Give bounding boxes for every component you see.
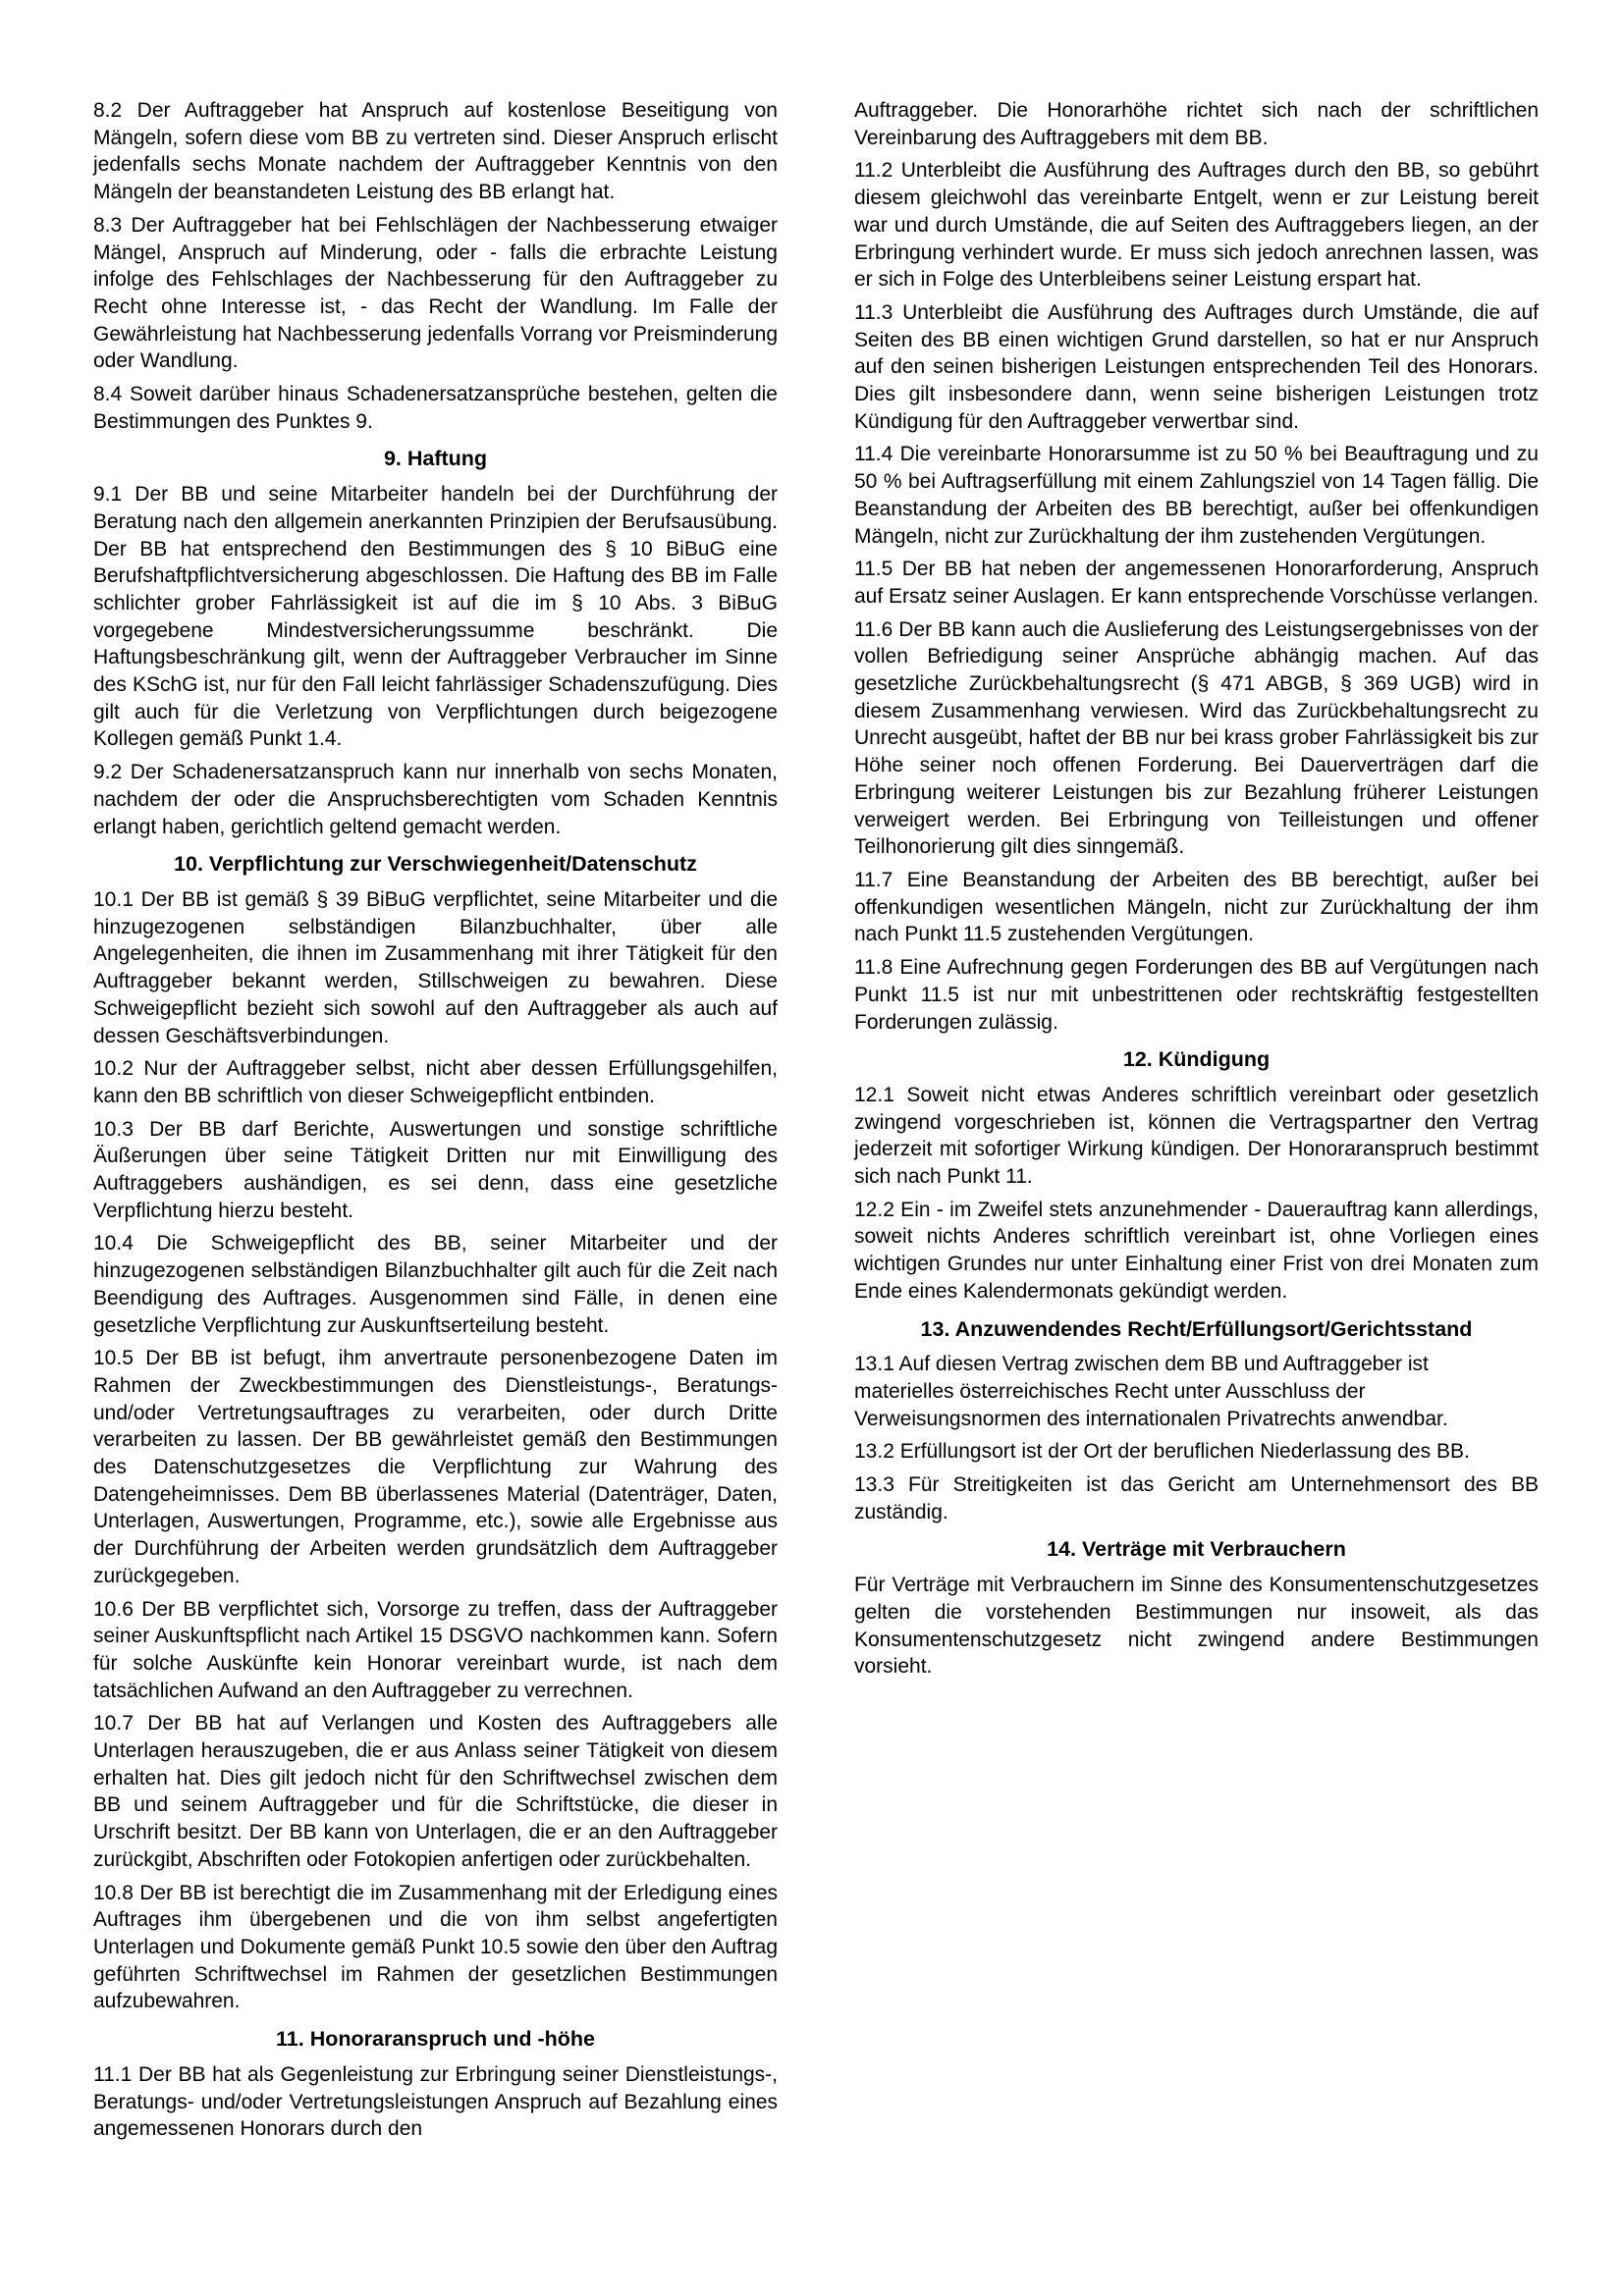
paragraph: 11.7 Eine Beanstandung der Arbeiten des BB berechtigt, außer bei offenkundigen wesentlichen Mängeln, nicht zur Zurückhaltung der ihm nach Punkt 11.5 zustehenden Vergütungen. [854,868,1539,946]
paragraph: 13.1 Auf diesen Vertrag zwischen dem BB und Auftraggeber ist materielles österreichisches Recht unter Ausschluss der Verweisungsnormen des internationalen Privatrechts anwendbar. [854,1353,1448,1430]
section-heading: 14. Verträge mit Verbrauchern [1047,1537,1346,1562]
paragraph: 10.4 Die Schweigepflicht des BB, seiner Mitarbeiter und der hinzugezogenen selbständigen Bilanzbuchhalter gilt auch für die Zeit nach Beendigung des Auftrages. Ausgenommen sind Fälle, in denen eine gesetzliche Verpflichtung zur Auskunftserteilung besteht. [93,1232,778,1337]
paragraph: 13.2 Erfüllungsort ist der Ort der beruflichen Niederlassung des BB. [854,1440,1470,1464]
paragraph: 11.2 Unterbleibt die Ausführung des Auftrages durch den BB, so gebührt diesem gleichwohl das vereinbarte Entgelt, wenn er zur Leistung bereit war und durch Umstände, die auf Seiten des Auftraggebers liegen, an der Erbringung verhindert wurde. Er muss sich jedoch anrechnen lassen, was er sich in Folge des Unterbleibens seiner Leistung erspart hat. [854,159,1539,292]
paragraph: 9.2 Der Schadenersatzanspruch kann nur innerhalb von sechs Monaten, nachdem der oder die Anspruchsberechtigten vom Schaden Kenntnis erlangt haben, gerichtlich geltend gemacht werden. [93,761,778,838]
right-column [854,97,1539,1686]
paragraph: 12.2 Ein - im Zweifel stets anzunehmender - Dauerauftrag kann allerdings, soweit nichts Anderes schriftlich vereinbart ist, ohne Vorliegen eines wichtigen Grundes nur unter Einhaltung einer Frist von drei Monaten zum Ende eines Kalendermonats gekündigt werden. [854,1198,1539,1303]
paragraph: 12.1 Soweit nicht etwas Anderes schriftlich vereinbart oder gesetzlich zwingend vorgeschrieben ist, können die Vertragspartner den Vertrag jederzeit mit sofortiger Wirkung kündigen. Der Honoraranspruch bestimmt sich nach Punkt 11. [854,1083,1539,1189]
paragraph: 11.4 Die vereinbarte Honorarsumme ist zu 50 % bei Beauftragung und zu 50 % bei Auftragserfüllung mit einem Zahlungsziel von 14 Tagen fällig. Die Beanstandung der Arbeiten des BB berechtigt, außer bei offenkundigen Mängeln, nicht zur Zurückhaltung der ihm zustehenden Vergütungen. [854,443,1539,548]
paragraph: 13.3 Für Streitigkeiten ist das Gericht am Unternehmensort des BB zuständig. [854,1473,1539,1523]
paragraph: 8.3 Der Auftraggeber hat bei Fehlschlägen der Nachbesserung etwaiger Mängel, Anspruch auf Minderung, oder - falls die erbrachte Leistung infolge des Fehlschlages der Nachbesserung für den Auftraggeber zu Recht ohne Interesse ist, - das Recht der Wandlung. Im Falle der Gewährleistung hat Nachbesserung jedenfalls Vorrang vor Preisminderung oder Wandlung. [93,213,778,373]
paragraph: 11.3 Unterbleibt die Ausführung des Auftrages durch Umstände, die auf Seiten des BB einen wichtigen Grund darstellen, so hat er nur Anspruch auf den seinen bisherigen Leistungen entsprechenden Teil des Honorars. Dies gilt insbesondere dann, wenn seine bisherigen Leistungen trotz Kündigung für den Auftraggeber verwertbar sind. [854,300,1539,433]
paragraph: 10.6 Der BB verpflichtet sich, Vorsorge zu treffen, dass der Auftraggeber seiner Auskunftspflicht nach Artikel 15 DSGVO nachkommen kann. Sofern für solche Auskünfte kein Honorar vereinbart wurde, ist nach dem tatsächlichen Aufwand an den Auftraggeber zu verrechnen. [93,1597,778,1702]
section-heading: 12. Kündigung [1122,1047,1271,1072]
section-heading: 11. Honoraranspruch und -höhe [276,2027,595,2052]
paragraph: 10.8 Der BB ist berechtigt die im Zusammenhang mit der Erledigung eines Auftrages ihm übergebenen und die von ihm selbst angefertigten Unterlagen und Dokumente gemäß Punkt 10.5 sowie den über den Auftrag geführten Schriftwechsel im Rahmen der gesetzlichen Bestimmungen aufzubewahren. [93,1881,778,2013]
paragraph: Für Verträge mit Verbrauchern im Sinne des Konsumentenschutzgesetzes gelten die vorstehenden Bestimmungen nur insoweit, als das Konsumentenschutzgesetz nicht zwingend andere Bestimmungen vorsieht. [854,1574,1539,1679]
paragraph: 10.2 Nur der Auftraggeber selbst, nicht aber dessen Erfüllungsgehilfen, kann den BB schriftlich von dieser Schweigepflicht entbinden. [93,1057,778,1107]
paragraph: 8.2 Der Auftraggeber hat Anspruch auf kostenlose Beseitigung von Mängeln, sofern diese vom BB zu vertreten sind. Dieser Anspruch erlischt jedenfalls sechs Monate nachdem der Auftraggeber Kenntnis von den Mängeln der beanstandeten Leistung des BB erlangt hat. [93,99,778,204]
paragraph: 11.5 Der BB hat neben der angemessenen Honorarforderung, Anspruch auf Ersatz seiner Auslagen. Er kann entsprechende Vorschüsse verlangen. [854,558,1539,608]
paragraph: 11.8 Eine Aufrechnung gegen Forderungen des BB auf Vergütungen nach Punkt 11.5 ist nur mit unbestrittenen oder rechtskräftig festgestellten Forderungen zulässig. [854,956,1539,1034]
section-heading: 13. Anzuwendendes Recht/Erfüllungsort/Gerichtsstand [920,1316,1473,1341]
paragraph: 10.3 Der BB darf Berichte, Auswertungen und sonstige schriftliche Äußerungen über seine Tätigkeit Dritten nur mit Einwilligung des Auftraggebers aushändigen, es sei denn, dass eine gesetzliche Verpflichtung hierzu besteht. [93,1117,778,1222]
paragraph: 10.1 Der BB ist gemäß § 39 BiBuG verpflichtet, seine Mitarbeiter und die hinzugezogenen selbständigen Bilanzbuchhalter, über alle Angelegenheiten, die ihnen im Zusammenhang mit ihrer Tätigkeit für den Auftraggeber bekannt werden, Stillschweigen zu bewahren. Diese Schweigepflicht bezieht sich sowohl auf den Auftraggeber als auch auf dessen Geschäftsverbindungen. [93,887,778,1047]
paragraph: 10.7 Der BB hat auf Verlangen und Kosten des Auftraggebers alle Unterlagen herauszugeben, die er aus Anlass seiner Tätigkeit von diesem erhalten hat. Dies gilt jedoch nicht für den Schriftwechsel zwischen dem BB und seinem Auftraggeber und für die Schriftstücke, die dieser in Urschrift besitzt. Der BB kann von Unterlagen, die er an den Auftraggeber zurückgibt, Abschriften oder Fotokopien anfertigen oder zurückbehalten. [93,1712,778,1871]
section-heading: 10. Verpflichtung zur Verschwiegenheit/Datenschutz [174,852,697,877]
left-column [93,97,778,2149]
paragraph: 11.1 Der BB hat als Gegenleistung zur Erbringung seiner Dienstleistungs-, Beratungs- und/oder Vertretungsleistungen Anspruch auf Bezahlung eines angemessenen Honorars durch den [93,2062,778,2141]
paragraph: Auftraggeber. Die Honorarhöhe richtet sich nach der schriftlichen Vereinbarung des Auftraggebers mit dem BB. [854,99,1539,149]
paragraph: 9.1 Der BB und seine Mitarbeiter handeln bei der Durchführung der Beratung nach den allgemein anerkannten Prinzipien der Berufsausübung. Der BB hat entsprechend den Bestimmungen des § 10 BiBuG eine Berufshaftpflichtversicherung abgeschlossen. Die Haftung des BB im Falle schlichter grober Fahrlässigkeit ist auf die im § 10 Abs. 3 BiBuG vorgegebene Mindestversicherungssumme beschränkt. Die Haftungsbeschränkung gilt, wenn der Auftraggeber Verbraucher im Sinne des KSchG ist, nur für den Fall leicht fahrlässiger Schadenszufügung. Dies gilt auch für die Verletzung von Verpflichtungen durch beigezogene Kollegen gemäß Punkt 1.4. [93,483,778,751]
paragraph: 10.5 Der BB ist befugt, ihm anvertraute personenbezogene Daten im Rahmen der Zweckbestimmungen des Dienstleistungs-, Beratungs- und/oder Vertretungsauftrages zu verarbeiten, oder durch Dritte verarbeiten zu lassen. Der BB gewährleistet gemäß den Bestimmungen des Datenschutzgesetzes die Verpflichtung zur Wahrung des Datengeheimnisses. Dem BB überlassenes Material (Datenträger, Daten, Unterlagen, Auswertungen, Programme, etc.), sowie alle Ergebnisse aus der Durchführung der Arbeiten werden grundsätzlich dem Auftraggeber zurückgegeben. [93,1347,778,1587]
paragraph: 11.6 Der BB kann auch die Auslieferung des Leistungsergebnisses von der vollen Befriedigung seiner Ansprüche abhängig machen. Auf das gesetzliche Zurückbehaltungsrecht (§ 471 ABGB, § 369 UGB) wird in diesem Zusammenhang verwiesen. Wird das Zurückbehaltungsrecht zu Unrecht ausgeübt, haftet der BB nur bei krass grober Fahrlässigkeit bis zur Höhe seiner noch offenen Forderung. Bei Dauerverträgen darf die Erbringung weiterer Leistungen bis zur Bezahlung früherer Leistungen verweigert werden. Bei Erbringung von Teilleistungen und offener Teilhonorierung gilt dies sinngemäß. [854,617,1539,859]
paragraph: 8.4 Soweit darüber hinaus Schadenersatzansprüche bestehen, gelten die Bestimmungen des Punktes 9. [93,383,778,433]
two-column-layout [93,97,1539,2149]
section-heading: 9. Haftung [383,447,488,471]
